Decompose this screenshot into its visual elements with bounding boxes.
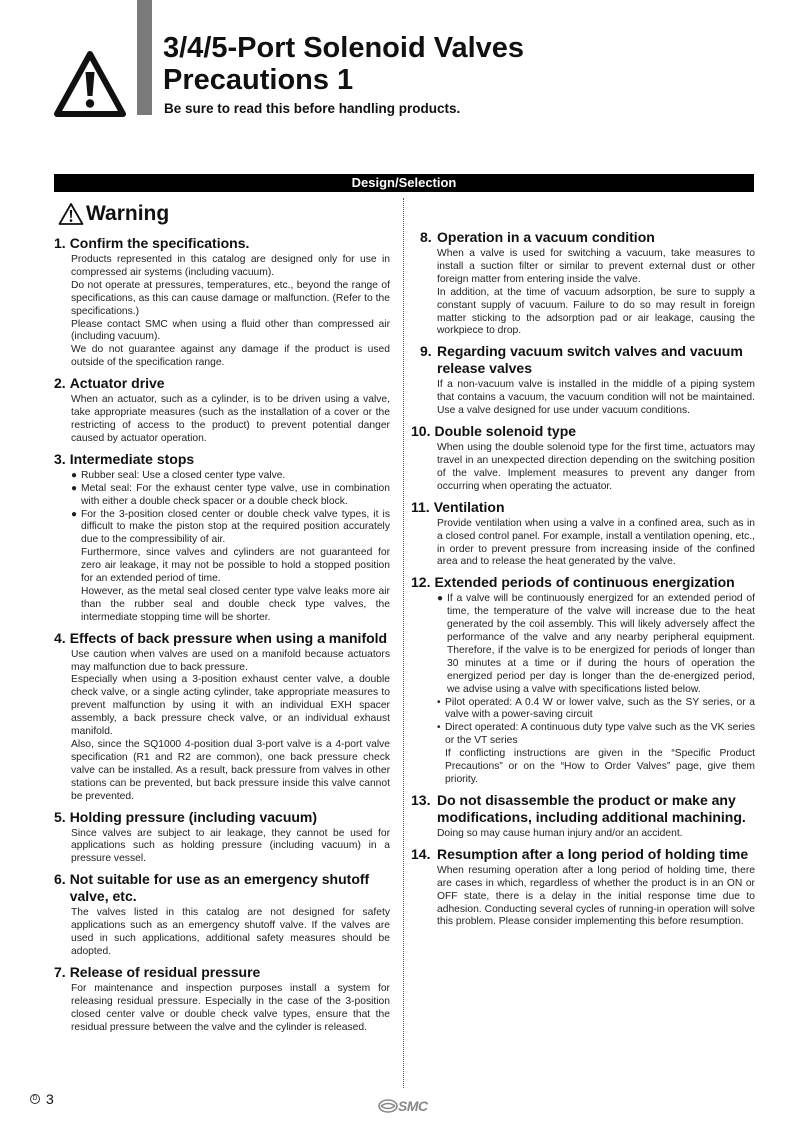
item-title xyxy=(411,343,755,377)
precaution-item-6 xyxy=(54,871,390,959)
item-body xyxy=(71,907,390,959)
paragraph: Direct operated: A continuous duty type valve such as the VK series or the VT series xyxy=(445,722,755,747)
item-number: 2. xyxy=(54,375,66,392)
section-header: Design/Selection xyxy=(54,174,754,192)
paragraph: Furthermore, since valves and cylinders are not guaranteed for zero air leakage, it may not be possible to hold a stopped position for an extended period of time. xyxy=(81,547,390,585)
bullet-dot-icon: ● xyxy=(437,593,444,605)
title-line-2: Precautions 1 xyxy=(163,64,354,96)
item-number: 3. xyxy=(54,450,66,467)
item-number: 14. xyxy=(411,845,431,862)
item-number: 8. xyxy=(420,229,432,245)
paragraph: In addition, at the time of vacuum adsorption, be sure to supply a constant supply of vacuum. Failure to do so may result in foreign matter sticking to the adsorption pad or air leakage, causing the workpiece to drop. xyxy=(437,286,755,337)
item-title xyxy=(411,846,755,863)
bullet-text: Metal seal: For the exhaust center type valve, use in combination with either a double check spacer or a double check block. xyxy=(81,482,390,507)
item-body xyxy=(71,470,390,625)
paragraph: If conflicting instructions are given in the “Specific Product Precautions” or on the “How to Order Valves” page, give them priority. xyxy=(445,748,755,785)
precaution-item-2 xyxy=(54,375,390,446)
warning-heading xyxy=(58,199,390,229)
paragraph: For the 3-position closed center or double check valve types, it is difficult to make the piston stop at the required position accurately due to the compressibility of air. xyxy=(81,508,390,546)
precaution-item-12 xyxy=(411,574,755,787)
paragraph: When resuming operation after a long period of holding time, there are cases in which, regardless of whether the product is in an ON or OFF state, there is a delay in the initial response time due to adhesion. Conducting several cycles of running-in operation will solve this problem. Please consider implementing this before resumption. xyxy=(437,864,755,928)
bullet-item xyxy=(71,509,390,625)
item-title xyxy=(54,871,390,905)
sub-bullet-item xyxy=(437,722,755,787)
edition-mark-icon: D xyxy=(30,1094,40,1104)
item-number: 13. xyxy=(411,791,431,808)
item-title-text: Ventilation xyxy=(433,498,505,515)
item-title-text: Not suitable for use as an emergency shutoff valve, etc. xyxy=(69,871,370,905)
item-number: 10. xyxy=(411,423,431,440)
item-title-text: Holding pressure (including vacuum) xyxy=(69,808,318,825)
page-subtitle: Be sure to read this before handling products. xyxy=(164,101,461,116)
bullet-text: Pilot operated: A 0.4 W or lower valve, such as the SY series, or a valve with a power-saving circuit xyxy=(445,696,755,721)
paragraph: When an actuator, such as a cylinder, is to be driven using a valve, take appropriate measures (such as the installation of a cover or the restricting of access to the product) to prevent potential danger caused by actuator operation. xyxy=(71,394,390,444)
precaution-item-14 xyxy=(411,846,755,930)
paragraph: Please contact SMC when using a fluid other than compressed air (including vacuum). xyxy=(71,318,390,343)
item-title xyxy=(411,499,755,516)
page-number xyxy=(30,1091,54,1107)
column-divider xyxy=(403,198,404,1088)
paragraph: Since valves are subject to air leakage, they cannot be used for applications such as holding pressure (including vacuum) in a pressure vessel. xyxy=(71,827,390,865)
item-title-text: Regarding vacuum switch valves and vacuum release valves xyxy=(437,343,743,377)
warning-label: Warning xyxy=(86,202,170,225)
bullet-text xyxy=(445,722,755,787)
item-body xyxy=(437,442,755,494)
precaution-item-4 xyxy=(54,630,390,804)
item-body xyxy=(71,394,390,446)
item-title-text: Release of residual pressure xyxy=(69,963,261,980)
item-title xyxy=(411,229,755,246)
precaution-item-13 xyxy=(411,792,755,841)
item-number: 5. xyxy=(54,808,66,825)
left-column xyxy=(54,199,390,1040)
precaution-item-8 xyxy=(411,229,755,338)
paragraph: When using the double solenoid type for the first time, actuators may travel in an unexpected direction depending on the switching position of the valve. Implement measures to prevent any danger from occurring when operating the actuator. xyxy=(437,442,755,492)
item-title xyxy=(54,451,390,468)
title-line-1: 3/4/5-Port Solenoid Valves xyxy=(163,32,525,64)
item-body xyxy=(71,828,390,867)
item-body xyxy=(437,828,755,841)
paragraph: Products represented in this catalog are designed only for use in compressed air systems (including vacuum). xyxy=(71,254,390,278)
item-number: 1. xyxy=(54,235,66,251)
precaution-item-11 xyxy=(411,499,755,570)
bullet-item xyxy=(71,483,390,509)
item-title xyxy=(54,964,390,981)
paragraph: The valves listed in this catalog are not designed for safety applications such as an emergency shutoff valve. If the valves are used in such applications, additional safety measures should be adopted. xyxy=(71,907,390,957)
item-title-text: Effects of back pressure when using a manifold xyxy=(69,629,388,646)
page-number-text: 3 xyxy=(46,1091,54,1107)
item-number: 6. xyxy=(54,871,66,888)
sub-bullet-item xyxy=(437,697,755,723)
paragraph: Do not operate at pressures, temperatures, etc., beyond the range of specifications, as this can cause damage or malfunction. (Refer to the specifications.) xyxy=(71,279,390,317)
precaution-item-10 xyxy=(411,423,755,494)
paragraph: Also, since the SQ1000 4-position dual 3-port valve is a 4-port valve specification (R1 and R2 are common), one back pressure check valve can be installed. As a result, back pressure from valves in other stations can be prevented, but back pressure inside this valve cannot be prevented. xyxy=(71,739,390,802)
bullet-text: Rubber seal: Use a closed center type valve. xyxy=(81,469,286,481)
item-body xyxy=(437,379,755,418)
item-title xyxy=(411,423,755,440)
item-title-text: Confirm the specifications. xyxy=(69,235,250,251)
item-title-text: Actuator drive xyxy=(69,375,165,392)
paragraph: Especially when using a 3-position exhaust center valve, a double check valve, or a single acting cylinder, take appropriate measures to prevent malfunction by using it with an individual EXH spacer assembly, a back pressure check valve, or an individual exhaust manifold. xyxy=(71,674,390,738)
smc-logo xyxy=(378,1096,438,1116)
warning-small-icon xyxy=(58,202,84,226)
item-title xyxy=(54,235,390,252)
paragraph: When a valve is used for switching a vacuum, take measures to install a suction filter or similar to prevent external dust or other foreign matter from entering inside the valve. xyxy=(437,248,755,285)
item-title xyxy=(54,809,390,826)
bullet-item xyxy=(437,593,755,696)
item-title-text: Operation in a vacuum condition xyxy=(437,229,655,245)
precaution-item-5 xyxy=(54,809,390,867)
bullet-dot-icon: ● xyxy=(71,482,78,494)
precaution-item-9 xyxy=(411,343,755,418)
right-column xyxy=(411,229,755,934)
smc-logo-icon xyxy=(378,1099,398,1113)
item-title xyxy=(54,630,390,647)
item-number: 12. xyxy=(411,574,431,591)
item-title-text: Extended periods of continuous energization xyxy=(434,574,735,591)
item-title-text: Intermediate stops xyxy=(69,450,195,467)
paragraph: Doing so may cause human injury and/or an accident. xyxy=(437,827,683,839)
page-title xyxy=(163,32,524,96)
bullet-text: If a valve will be continuously energized for an extended period of time, the temperature of the valve will increase due to the heat generated by the coil assembly. This will likely adversely affect the performance of the valve and any nearby peripheral equipment. Therefore, if the valve is to be energized for periods of longer than 30 minutes at a time or if during the hours of operation the energized period per day is longer than the de-energized period, we advise using a valve with specifications listed below. xyxy=(447,593,755,695)
item-body xyxy=(437,518,755,570)
item-body xyxy=(71,649,390,804)
item-title-text: Double solenoid type xyxy=(434,423,577,440)
item-number: 11. xyxy=(411,498,430,515)
warning-triangle-icon xyxy=(54,50,126,118)
precaution-item-7 xyxy=(54,964,390,1035)
bullet-item xyxy=(71,470,390,483)
bullet-dot-icon: ● xyxy=(71,508,78,520)
item-title-text: Resumption after a long period of holding time xyxy=(437,845,749,862)
item-number: 4. xyxy=(54,629,66,646)
paragraph: We do not guarantee against any damage if the product is used outside of the specification range. xyxy=(71,344,390,369)
item-title-text: Do not disassemble the product or make any modifications, including additional machining. xyxy=(437,791,746,825)
bullet-dot-icon: ● xyxy=(71,469,78,481)
bullet-small-icon: • xyxy=(437,696,441,708)
item-title xyxy=(54,375,390,392)
logo-text: SMC xyxy=(398,1098,428,1114)
title-accent-bar xyxy=(137,0,152,115)
bullet-text xyxy=(81,509,390,625)
item-number: 7. xyxy=(54,963,66,980)
item-body xyxy=(437,865,755,930)
item-number: 9. xyxy=(420,343,432,360)
item-title xyxy=(411,792,755,826)
paragraph: For maintenance and inspection purposes install a system for releasing residual pressure. Especially in the case of the 3-position closed center valve or double check valve types, ensure that the residual pressure between the valve and the cylinder is released. xyxy=(71,982,390,1033)
item-body xyxy=(71,254,390,370)
paragraph: If a non-vacuum valve is installed in the middle of a piping system that contains a vacuum, the vacuum condition will not be maintained. Use a valve designed for use under vacuum conditions. xyxy=(437,379,755,417)
bullet-small-icon: • xyxy=(437,722,441,734)
paragraph: Use caution when valves are used on a manifold because actuators may malfunction due to back pressure. xyxy=(71,648,390,673)
item-body xyxy=(71,983,390,1035)
item-body xyxy=(437,593,755,787)
precaution-item-3 xyxy=(54,451,390,625)
precaution-item-1 xyxy=(54,235,390,370)
item-body xyxy=(437,248,755,338)
paragraph: However, as the metal seal closed center type valve leaks more air than the rubber seal and double check type valves, the intermediate stopping time will be shorter. xyxy=(81,585,390,623)
item-title xyxy=(411,574,755,591)
paragraph: Provide ventilation when using a valve in a confined area, such as in a closed control panel. For example, install a ventilation opening, etc., in order to prevent pressure from increasing inside of the confined area and to release the heat generated by the valve. xyxy=(437,517,755,568)
